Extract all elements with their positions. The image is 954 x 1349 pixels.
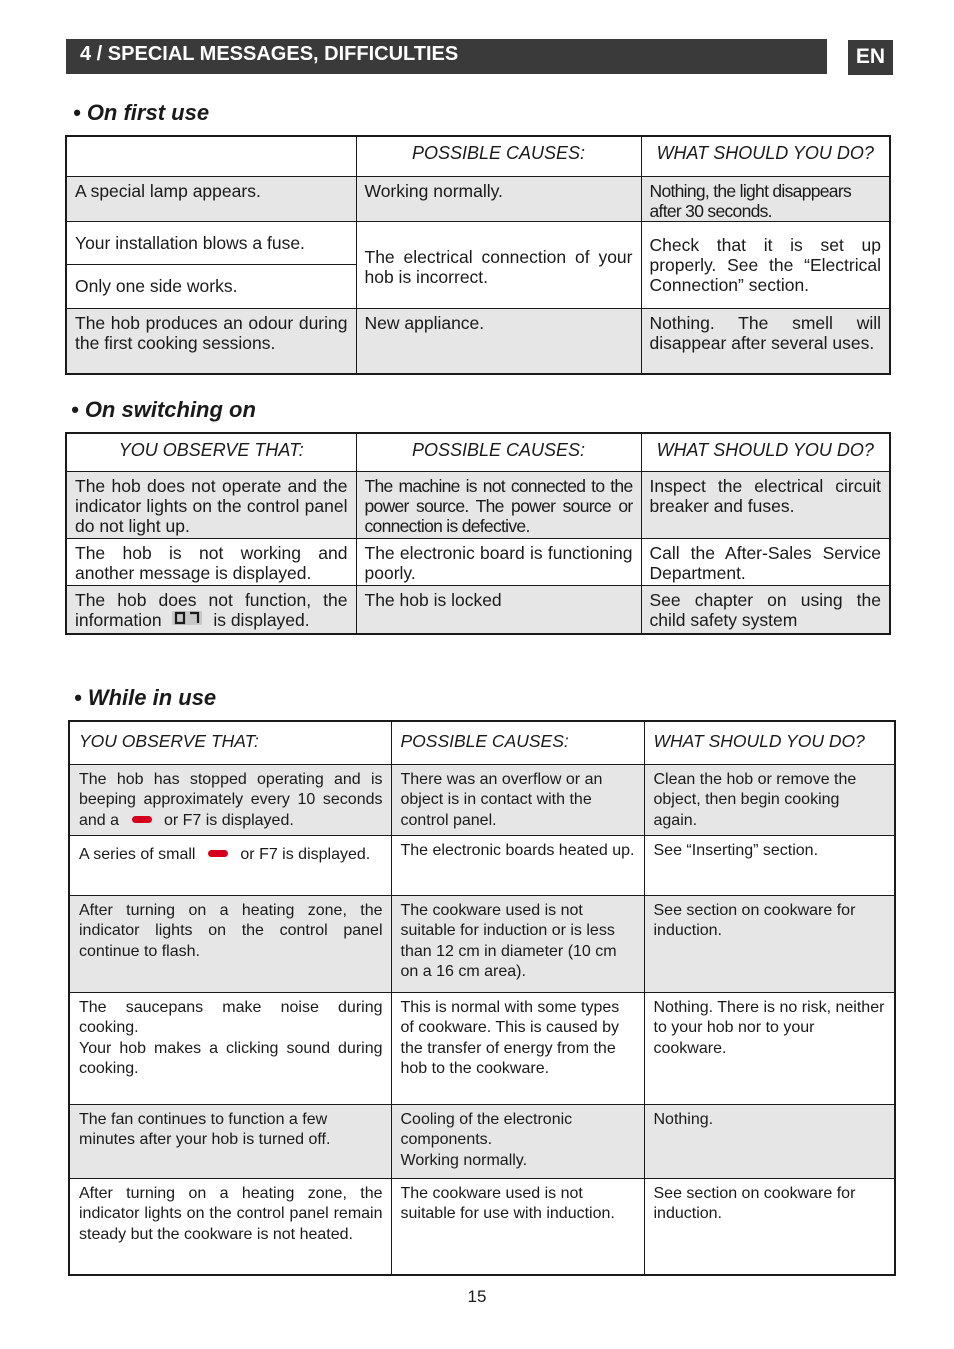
observe-line: The saucepans make noise during cooking. bbox=[79, 998, 383, 1036]
cause-cell: The hob is locked bbox=[356, 585, 641, 634]
table-row bbox=[69, 835, 895, 895]
header-cell-action: WHAT SHOULD YOU DO? bbox=[641, 433, 890, 471]
cause-line: Working normally. bbox=[400, 1151, 528, 1169]
action-cell: Call the After-Sales Service Department. bbox=[641, 538, 890, 585]
action-cell: Nothing. bbox=[644, 1104, 895, 1178]
table-row bbox=[69, 1104, 895, 1178]
table-row bbox=[66, 176, 890, 221]
observe-cell: A special lamp appears. bbox=[66, 176, 356, 221]
table-row bbox=[69, 992, 895, 1104]
header-cell-causes: POSSIBLE CAUSES: bbox=[356, 433, 641, 471]
observe-text-before: The hob has stopped operating and is beeping approximately every 10 seconds and a bbox=[79, 770, 383, 829]
cause-line: Cooling of the electronic components. bbox=[400, 1110, 573, 1148]
action-cell: Check that it is set up properly. See the “Electrical Connection” section. bbox=[641, 221, 890, 308]
while-in-use-table bbox=[68, 720, 896, 1276]
observe-line: Your hob makes a clicking sound during cooking. bbox=[79, 1039, 383, 1077]
observe-cell: The hob is not working and another message is displayed. bbox=[66, 538, 356, 585]
table-row bbox=[66, 471, 890, 538]
action-cell: Nothing, the light disappears after 30 seconds. bbox=[641, 176, 890, 221]
language-badge: EN bbox=[848, 40, 893, 75]
action-cell: Inspect the electrical circuit breaker and fuses. bbox=[641, 471, 890, 538]
header-cell-observe: YOU OBSERVE THAT: bbox=[69, 721, 391, 764]
red-indicator-icon bbox=[132, 816, 152, 823]
table-row bbox=[66, 585, 890, 634]
header-cell-observe: YOU OBSERVE THAT: bbox=[66, 433, 356, 471]
action-cell: See section on cookware for induction. bbox=[644, 895, 895, 992]
table-row bbox=[66, 538, 890, 585]
section-header-bar: 4 / SPECIAL MESSAGES, DIFFICULTIES bbox=[66, 39, 827, 74]
section-title-while-in-use: • While in use bbox=[74, 685, 217, 710]
cause-cell: There was an overflow or an object is in contact with the control panel. bbox=[391, 764, 644, 835]
observe-cell: Your installation blows a fuse. bbox=[66, 221, 356, 264]
header-cell-action: WHAT SHOULD YOU DO? bbox=[641, 136, 890, 176]
header-cell-observe bbox=[66, 136, 356, 176]
table-header-row bbox=[69, 721, 895, 764]
table-header-row bbox=[66, 136, 890, 176]
observe-text-after: or F7 is displayed. bbox=[240, 845, 371, 863]
cause-cell: The machine is not connected to the power source. The power source or connection is defective. bbox=[356, 471, 641, 538]
observe-cell: After turning on a heating zone, the indicator lights on the control panel continue to flash. bbox=[69, 895, 391, 992]
first-use-table bbox=[65, 135, 891, 375]
switching-on-table bbox=[65, 432, 891, 635]
action-cell: See section on cookware for induction. bbox=[644, 1178, 895, 1275]
table-row bbox=[69, 895, 895, 992]
header-cell-causes: POSSIBLE CAUSES: bbox=[356, 136, 641, 176]
header-cell-action: WHAT SHOULD YOU DO? bbox=[644, 721, 895, 764]
cause-cell: The electronic board is functioning poorly. bbox=[356, 538, 641, 585]
cause-cell bbox=[391, 1104, 644, 1178]
observe-cell bbox=[66, 585, 356, 634]
table-row bbox=[69, 1178, 895, 1275]
cause-cell: The electrical connection of your hob is incorrect. bbox=[356, 221, 641, 308]
observe-cell bbox=[69, 992, 391, 1104]
action-cell: Clean the hob or remove the object, then begin cooking again. bbox=[644, 764, 895, 835]
observe-text-before: The hob does not function, the information bbox=[75, 589, 348, 630]
section-title-first-use: • On first use bbox=[73, 100, 210, 125]
lock-display-icon bbox=[171, 610, 203, 630]
cause-cell: The cookware used is not suitable for use with induction. bbox=[391, 1178, 644, 1275]
action-cell: Nothing. There is no risk, neither to your hob nor to your cookware. bbox=[644, 992, 895, 1104]
cause-cell: New appliance. bbox=[356, 308, 641, 374]
cause-cell: The electronic boards heated up. bbox=[391, 835, 644, 895]
table-row bbox=[66, 308, 890, 374]
observe-text-after: is displayed. bbox=[213, 609, 310, 630]
red-indicator-icon bbox=[208, 850, 228, 857]
observe-cell: The hob produces an odour during the first cooking sessions. bbox=[66, 308, 356, 374]
observe-text-after: or F7 is displayed. bbox=[163, 811, 294, 829]
observe-text-before: A series of small bbox=[79, 845, 196, 863]
table-row bbox=[69, 764, 895, 835]
page-number: 15 bbox=[467, 1287, 487, 1306]
observe-cell bbox=[69, 835, 391, 895]
observe-cell: The fan continues to function a few minutes after your hob is turned off. bbox=[69, 1104, 391, 1178]
observe-cell: Only one side works. bbox=[66, 264, 356, 308]
action-cell: See “Inserting” section. bbox=[644, 835, 895, 895]
table-header-row bbox=[66, 433, 890, 471]
table-row bbox=[66, 221, 890, 264]
action-cell: See chapter on using the child safety system bbox=[641, 585, 890, 634]
cause-cell: Working normally. bbox=[356, 176, 641, 221]
observe-cell: The hob does not operate and the indicator lights on the control panel do not light up. bbox=[66, 471, 356, 538]
section-title-switching-on: • On switching on bbox=[71, 397, 256, 422]
observe-cell bbox=[69, 764, 391, 835]
header-cell-causes: POSSIBLE CAUSES: bbox=[391, 721, 644, 764]
observe-cell: After turning on a heating zone, the indicator lights on the control panel remain steady but the cookware is not heated. bbox=[69, 1178, 391, 1275]
cause-cell: The cookware used is not suitable for induction or is less than 12 cm in diameter (10 cm on a 16 cm area). bbox=[391, 895, 644, 992]
cause-cell: This is normal with some types of cookware. This is caused by the transfer of energy from the hob to the cookware. bbox=[391, 992, 644, 1104]
action-cell: Nothing. The smell will disappear after several uses. bbox=[641, 308, 890, 374]
